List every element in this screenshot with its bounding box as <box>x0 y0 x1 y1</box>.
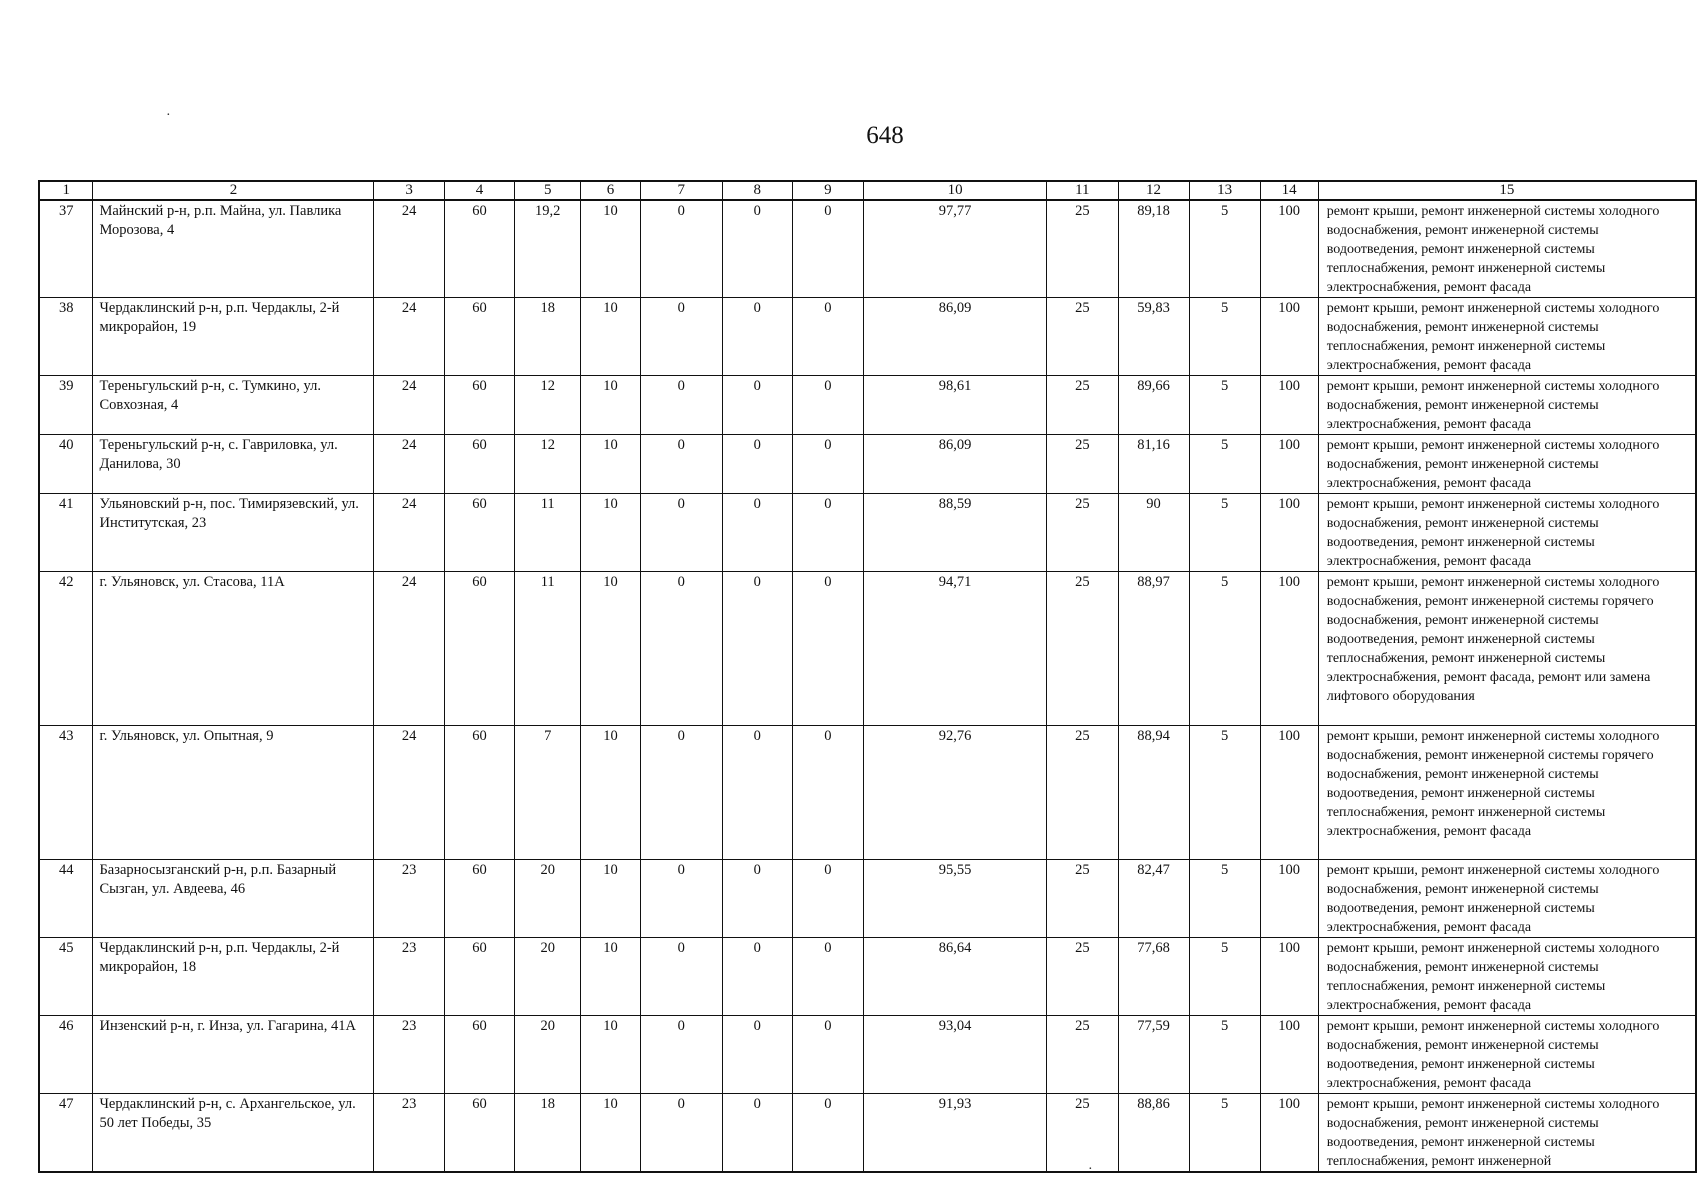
col13-value: 5 <box>1189 200 1260 298</box>
col5-value: 7 <box>515 726 581 860</box>
col9-value: 0 <box>792 1094 863 1173</box>
col13-value: 5 <box>1189 376 1260 435</box>
col13-value: 5 <box>1189 1016 1260 1094</box>
col13-value: 5 <box>1189 1094 1260 1173</box>
col3-value: 24 <box>374 200 444 298</box>
col12-value: 88,94 <box>1118 726 1189 860</box>
table-row <box>39 435 1696 494</box>
col3-value: 24 <box>374 435 444 494</box>
col12-value: 82,47 <box>1118 860 1189 938</box>
row-number: 40 <box>39 435 93 494</box>
col8-value: 0 <box>722 726 792 860</box>
col6-value: 10 <box>581 435 641 494</box>
table-row <box>39 572 1696 726</box>
row-number: 41 <box>39 494 93 572</box>
row-number: 47 <box>39 1094 93 1173</box>
col9-value: 0 <box>792 494 863 572</box>
col14-value: 100 <box>1260 435 1318 494</box>
col4-value: 60 <box>444 726 514 860</box>
col5-value: 11 <box>515 572 581 726</box>
row-number: 37 <box>39 200 93 298</box>
address: Майнский р-н, р.п. Майна, ул. Павлика Морозова, 4 <box>93 200 374 298</box>
col9-value: 0 <box>792 435 863 494</box>
row-number: 43 <box>39 726 93 860</box>
scan-speck: · <box>166 108 171 123</box>
col8-value: 0 <box>722 376 792 435</box>
column-number: 6 <box>581 181 641 200</box>
col11-value: 25 <box>1047 494 1118 572</box>
col10-value: 88,59 <box>863 494 1046 572</box>
col8-value: 0 <box>722 435 792 494</box>
col10-value: 92,76 <box>863 726 1046 860</box>
column-number: 13 <box>1189 181 1260 200</box>
col12-value: 88,86 <box>1118 1094 1189 1173</box>
col10-value: 97,77 <box>863 200 1046 298</box>
table-row <box>39 376 1696 435</box>
col9-value: 0 <box>792 726 863 860</box>
address: Инзенский р-н, г. Инза, ул. Гагарина, 41А <box>93 1016 374 1094</box>
col13-value: 5 <box>1189 494 1260 572</box>
col12-value: 89,18 <box>1118 200 1189 298</box>
column-number: 3 <box>374 181 444 200</box>
col8-value: 0 <box>722 572 792 726</box>
table-row <box>39 726 1696 860</box>
col5-value: 18 <box>515 1094 581 1173</box>
works-list: ремонт крыши, ремонт инженерной системы холодного водоснабжения, ремонт инженерной системы теплоснабжения, ремонт инженерной системы электроснабжения, ремонт фасада <box>1318 298 1696 376</box>
col5-value: 12 <box>515 435 581 494</box>
col3-value: 23 <box>374 1016 444 1094</box>
col6-value: 10 <box>581 200 641 298</box>
col6-value: 10 <box>581 1016 641 1094</box>
address: г. Ульяновск, ул. Стасова, 11А <box>93 572 374 726</box>
col7-value: 0 <box>640 938 722 1016</box>
address: Чердаклинский р-н, с. Архангельское, ул. 50 лет Победы, 35 <box>93 1094 374 1173</box>
col10-value: 86,09 <box>863 435 1046 494</box>
column-number: 2 <box>93 181 374 200</box>
col7-value: 0 <box>640 1016 722 1094</box>
col11-value: 25 <box>1047 298 1118 376</box>
col7-value: 0 <box>640 494 722 572</box>
col7-value: 0 <box>640 860 722 938</box>
works-list: ремонт крыши, ремонт инженерной системы холодного водоснабжения, ремонт инженерной системы электроснабжения, ремонт фасада <box>1318 435 1696 494</box>
col6-value: 10 <box>581 938 641 1016</box>
col14-value: 100 <box>1260 572 1318 726</box>
col13-value: 5 <box>1189 298 1260 376</box>
col9-value: 0 <box>792 938 863 1016</box>
col10-value: 93,04 <box>863 1016 1046 1094</box>
col8-value: 0 <box>722 200 792 298</box>
col14-value: 100 <box>1260 1094 1318 1173</box>
row-number: 39 <box>39 376 93 435</box>
col7-value: 0 <box>640 200 722 298</box>
col6-value: 10 <box>581 298 641 376</box>
col10-value: 95,55 <box>863 860 1046 938</box>
col4-value: 60 <box>444 376 514 435</box>
col9-value: 0 <box>792 1016 863 1094</box>
col14-value: 100 <box>1260 494 1318 572</box>
col4-value: 60 <box>444 494 514 572</box>
address: г. Ульяновск, ул. Опытная, 9 <box>93 726 374 860</box>
address: Тереньгульский р-н, с. Тумкино, ул. Совхозная, 4 <box>93 376 374 435</box>
col13-value: 5 <box>1189 572 1260 726</box>
col11-value: 25 <box>1047 1016 1118 1094</box>
col5-value: 11 <box>515 494 581 572</box>
column-number: 1 <box>39 181 93 200</box>
col8-value: 0 <box>722 298 792 376</box>
col10-value: 91,93 <box>863 1094 1046 1173</box>
col6-value: 10 <box>581 1094 641 1173</box>
table-row <box>39 860 1696 938</box>
works-list: ремонт крыши, ремонт инженерной системы холодного водоснабжения, ремонт инженерной системы теплоснабжения, ремонт инженерной системы электроснабжения, ремонт фасада <box>1318 938 1696 1016</box>
column-number: 12 <box>1118 181 1189 200</box>
col8-value: 0 <box>722 494 792 572</box>
col4-value: 60 <box>444 1094 514 1173</box>
col7-value: 0 <box>640 435 722 494</box>
col10-value: 98,61 <box>863 376 1046 435</box>
col6-value: 10 <box>581 726 641 860</box>
col7-value: 0 <box>640 298 722 376</box>
col11-value: 25 <box>1047 938 1118 1016</box>
table-row <box>39 1094 1696 1173</box>
col6-value: 10 <box>581 860 641 938</box>
col3-value: 23 <box>374 938 444 1016</box>
works-list: ремонт крыши, ремонт инженерной системы холодного водоснабжения, ремонт инженерной системы электроснабжения, ремонт фасада <box>1318 376 1696 435</box>
col3-value: 24 <box>374 572 444 726</box>
address: Тереньгульский р-н, с. Гавриловка, ул. Данилова, 30 <box>93 435 374 494</box>
col3-value: 23 <box>374 1094 444 1173</box>
col14-value: 100 <box>1260 298 1318 376</box>
address: Чердаклинский р-н, р.п. Чердаклы, 2-й микрорайон, 18 <box>93 938 374 1016</box>
table-row <box>39 200 1696 298</box>
row-number: 38 <box>39 298 93 376</box>
column-number: 9 <box>792 181 863 200</box>
column-number: 8 <box>722 181 792 200</box>
works-list: ремонт крыши, ремонт инженерной системы холодного водоснабжения, ремонт инженерной системы горячего водоснабжения, ремонт инженерной системы водоотведения, ремонт инженерной системы теплоснабжения, ремонт инженерной системы электроснабжения, ремонт фасада <box>1318 726 1696 860</box>
col7-value: 0 <box>640 376 722 435</box>
col13-value: 5 <box>1189 938 1260 1016</box>
col11-value: 25 <box>1047 200 1118 298</box>
col8-value: 0 <box>722 1094 792 1173</box>
col14-value: 100 <box>1260 200 1318 298</box>
col11-value: 25 <box>1047 376 1118 435</box>
col7-value: 0 <box>640 1094 722 1173</box>
col12-value: 88,97 <box>1118 572 1189 726</box>
col11-value: 25 <box>1047 435 1118 494</box>
col4-value: 60 <box>444 435 514 494</box>
col8-value: 0 <box>722 1016 792 1094</box>
col14-value: 100 <box>1260 376 1318 435</box>
col5-value: 20 <box>515 1016 581 1094</box>
table-row <box>39 1016 1696 1094</box>
works-list: ремонт крыши, ремонт инженерной системы холодного водоснабжения, ремонт инженерной системы водоотведения, ремонт инженерной системы теплоснабжения, ремонт инженерной системы электроснабжения, ремонт фасада <box>1318 200 1696 298</box>
col3-value: 24 <box>374 726 444 860</box>
col8-value: 0 <box>722 938 792 1016</box>
table-row <box>39 298 1696 376</box>
works-list: ремонт крыши, ремонт инженерной системы холодного водоснабжения, ремонт инженерной системы водоотведения, ремонт инженерной системы теплоснабжения, ремонт инженерной <box>1318 1094 1696 1173</box>
column-number: 5 <box>515 181 581 200</box>
col11-value: 25 <box>1047 860 1118 938</box>
col12-value: 81,16 <box>1118 435 1189 494</box>
col11-value: 25 <box>1047 1094 1118 1173</box>
row-number: 45 <box>39 938 93 1016</box>
col10-value: 86,09 <box>863 298 1046 376</box>
col13-value: 5 <box>1189 726 1260 860</box>
col4-value: 60 <box>444 200 514 298</box>
col14-value: 100 <box>1260 726 1318 860</box>
col3-value: 24 <box>374 298 444 376</box>
col9-value: 0 <box>792 572 863 726</box>
scan-speck: · <box>1088 1162 1093 1177</box>
col10-value: 94,71 <box>863 572 1046 726</box>
col13-value: 5 <box>1189 860 1260 938</box>
col12-value: 59,83 <box>1118 298 1189 376</box>
col4-value: 60 <box>444 1016 514 1094</box>
col6-value: 10 <box>581 572 641 726</box>
col9-value: 0 <box>792 860 863 938</box>
capital-repair-table <box>38 180 1697 1173</box>
col3-value: 23 <box>374 860 444 938</box>
col14-value: 100 <box>1260 860 1318 938</box>
column-number: 15 <box>1318 181 1696 200</box>
column-number: 4 <box>444 181 514 200</box>
col6-value: 10 <box>581 494 641 572</box>
works-list: ремонт крыши, ремонт инженерной системы холодного водоснабжения, ремонт инженерной системы водоотведения, ремонт инженерной системы электроснабжения, ремонт фасада <box>1318 860 1696 938</box>
col5-value: 19,2 <box>515 200 581 298</box>
table-row <box>39 494 1696 572</box>
col3-value: 24 <box>374 376 444 435</box>
column-number: 10 <box>863 181 1046 200</box>
row-number: 42 <box>39 572 93 726</box>
col5-value: 20 <box>515 860 581 938</box>
col11-value: 25 <box>1047 572 1118 726</box>
col14-value: 100 <box>1260 1016 1318 1094</box>
row-number: 46 <box>39 1016 93 1094</box>
col14-value: 100 <box>1260 938 1318 1016</box>
column-number: 11 <box>1047 181 1118 200</box>
col9-value: 0 <box>792 200 863 298</box>
col12-value: 77,68 <box>1118 938 1189 1016</box>
column-number: 14 <box>1260 181 1318 200</box>
col6-value: 10 <box>581 376 641 435</box>
col3-value: 24 <box>374 494 444 572</box>
col4-value: 60 <box>444 938 514 1016</box>
col7-value: 0 <box>640 572 722 726</box>
works-list: ремонт крыши, ремонт инженерной системы холодного водоснабжения, ремонт инженерной системы водоотведения, ремонт инженерной системы электроснабжения, ремонт фасада <box>1318 494 1696 572</box>
column-number: 7 <box>640 181 722 200</box>
col4-value: 60 <box>444 860 514 938</box>
works-list: ремонт крыши, ремонт инженерной системы холодного водоснабжения, ремонт инженерной системы водоотведения, ремонт инженерной системы электроснабжения, ремонт фасада <box>1318 1016 1696 1094</box>
col9-value: 0 <box>792 376 863 435</box>
col5-value: 12 <box>515 376 581 435</box>
col4-value: 60 <box>444 572 514 726</box>
col7-value: 0 <box>640 726 722 860</box>
page-number: 648 <box>866 122 904 149</box>
col12-value: 77,59 <box>1118 1016 1189 1094</box>
col12-value: 90 <box>1118 494 1189 572</box>
table-body <box>39 181 1696 1172</box>
col10-value: 86,64 <box>863 938 1046 1016</box>
col8-value: 0 <box>722 860 792 938</box>
col5-value: 18 <box>515 298 581 376</box>
col5-value: 20 <box>515 938 581 1016</box>
col9-value: 0 <box>792 298 863 376</box>
table-row <box>39 938 1696 1016</box>
col12-value: 89,66 <box>1118 376 1189 435</box>
works-list: ремонт крыши, ремонт инженерной системы холодного водоснабжения, ремонт инженерной системы горячего водоснабжения, ремонт инженерной системы водоотведения, ремонт инженерной системы теплоснабжения, ремонт инженерной системы электроснабжения, ремонт фасада, ремонт или замена лифтового оборудования <box>1318 572 1696 726</box>
col13-value: 5 <box>1189 435 1260 494</box>
row-number: 44 <box>39 860 93 938</box>
address: Ульяновский р-н, пос. Тимирязевский, ул. Институтская, 23 <box>93 494 374 572</box>
column-number-row <box>39 181 1696 200</box>
col11-value: 25 <box>1047 726 1118 860</box>
address: Базарносызганский р-н, р.п. Базарный Сызган, ул. Авдеева, 46 <box>93 860 374 938</box>
address: Чердаклинский р-н, р.п. Чердаклы, 2-й микрорайон, 19 <box>93 298 374 376</box>
col4-value: 60 <box>444 298 514 376</box>
